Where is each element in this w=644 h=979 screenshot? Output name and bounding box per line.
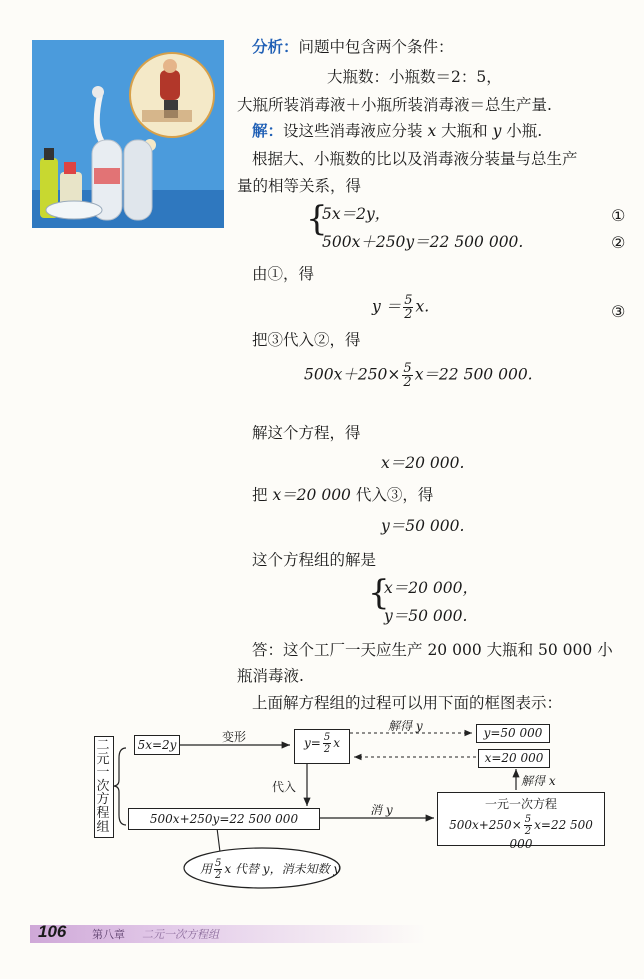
var-x: x — [427, 122, 437, 140]
solution-x: x＝20 000， — [384, 579, 478, 597]
equation-marker-3: ③ — [611, 302, 626, 321]
label-solve-y: 解得 y — [388, 719, 423, 733]
box-one-den: 2 — [524, 826, 532, 837]
fraction-numerator: 5 — [403, 361, 412, 376]
box-y-expression — [294, 729, 350, 764]
box-eq1 — [134, 735, 180, 755]
box-y-expr-inner — [295, 732, 349, 755]
bubble-text — [200, 858, 340, 881]
fraction-numerator: 5 — [404, 293, 413, 308]
fraction-denominator: 2 — [403, 375, 412, 390]
box-one-variable-equation — [437, 792, 605, 851]
box-y-num: 5 — [323, 732, 331, 743]
y-value: y＝50 000. — [381, 517, 465, 535]
box-one-num: 5 — [524, 814, 532, 825]
equation-2: 500x＋250y＝22 500 000. — [322, 233, 524, 251]
setup-b: 大瓶和 — [436, 122, 493, 140]
back-b: x＝20 000 — [272, 486, 351, 504]
box-y-x: x — [333, 736, 340, 750]
var-y: y — [492, 122, 502, 140]
box-one-fraction — [524, 814, 532, 837]
condition-total: 大瓶所装消毒液＋小瓶所装消毒液＝总生产量. — [237, 96, 552, 114]
bubble-den: 2 — [215, 870, 222, 881]
answer-line-2: 瓶消毒液. — [237, 667, 304, 685]
setup-a: 设这些消毒液应分装 — [283, 122, 428, 140]
box-one-title: 一元一次方程 — [484, 797, 557, 811]
label-eliminate: 消 y — [370, 803, 393, 817]
label-solve-x: 解得 x — [521, 774, 556, 788]
box-y-fraction — [323, 732, 331, 755]
analysis-intro: 问题中包含两个条件： — [298, 38, 454, 56]
box-y-label: y= — [304, 736, 321, 750]
box-y-value — [476, 724, 550, 743]
bubble-fraction — [214, 858, 222, 881]
bubble-b: x 代替 y，消未知数 y — [224, 862, 341, 876]
sub-eq-right: x＝22 500 000. — [414, 365, 533, 384]
fraction-denominator: 2 — [404, 307, 413, 322]
setup-c: 小瓶. — [501, 122, 543, 140]
equation-marker-1: ① — [611, 206, 626, 225]
answer-text-1: 这个工厂一天应生产 20 000 大瓶和 50 000 小 — [283, 641, 613, 659]
box-one-eq-b: x=22 500 000 — [509, 818, 593, 851]
side-label-text: 二元一次方程组 — [96, 738, 110, 835]
x-dot: x. — [415, 297, 430, 316]
box-eq1-text: 5x=2y — [137, 738, 177, 752]
back-c: 代入③，得 — [350, 486, 434, 504]
back-a: 把 — [252, 486, 273, 504]
box-eq2-text: 500x+250y=22 500 000 — [149, 812, 299, 826]
solution-set-text: 这个方程组的解是 — [252, 551, 377, 569]
sub-eq-left: 500x＋250× — [304, 365, 401, 384]
box-x-value — [478, 749, 550, 768]
box-one-equation — [438, 814, 604, 851]
analysis-label: 分析： — [252, 37, 299, 56]
equation-1: 5x＝2y， — [322, 205, 391, 223]
box-one-eq-a: 500x+250× — [449, 818, 522, 832]
label-transform: 变形 — [222, 730, 247, 744]
condition-ratio: 大瓶数：小瓶数＝2：5， — [327, 68, 502, 86]
from-eq1-text: 由①，得 — [252, 265, 315, 283]
y-eq-label: y ＝ — [372, 297, 402, 316]
solution-brace: { — [368, 573, 390, 613]
flowchart-intro: 上面解方程组的过程可以用下面的框图表示： — [252, 694, 563, 712]
bubble-a: 用 — [200, 862, 213, 876]
substitute-text: 把③代入②，得 — [252, 331, 361, 349]
relation-line-1: 根据大、小瓶数的比以及消毒液分装量与总生产 — [252, 150, 578, 168]
box-eq2 — [128, 808, 320, 830]
x-value: x＝20 000. — [381, 454, 465, 472]
equation-marker-2: ② — [611, 233, 626, 252]
answer-label: 答： — [252, 641, 284, 659]
solution-y: y＝50 000. — [384, 607, 468, 625]
bubble-num: 5 — [215, 858, 222, 869]
chapter-label: 第八章 — [92, 928, 125, 941]
relation-line-2: 量的相等关系，得 — [237, 177, 362, 195]
chapter-title: 二元一次方程组 — [142, 928, 219, 941]
page-number: 106 — [38, 922, 67, 941]
label-substitute: 代入 — [272, 780, 297, 794]
box-y-value-text: y=50 000 — [483, 726, 543, 740]
solution-label: 解： — [252, 121, 284, 140]
box-y-den: 2 — [323, 744, 331, 755]
box-x-value-text: x=20 000 — [484, 751, 544, 765]
system-brace: { — [306, 199, 328, 239]
solve-text: 解这个方程，得 — [252, 424, 361, 442]
